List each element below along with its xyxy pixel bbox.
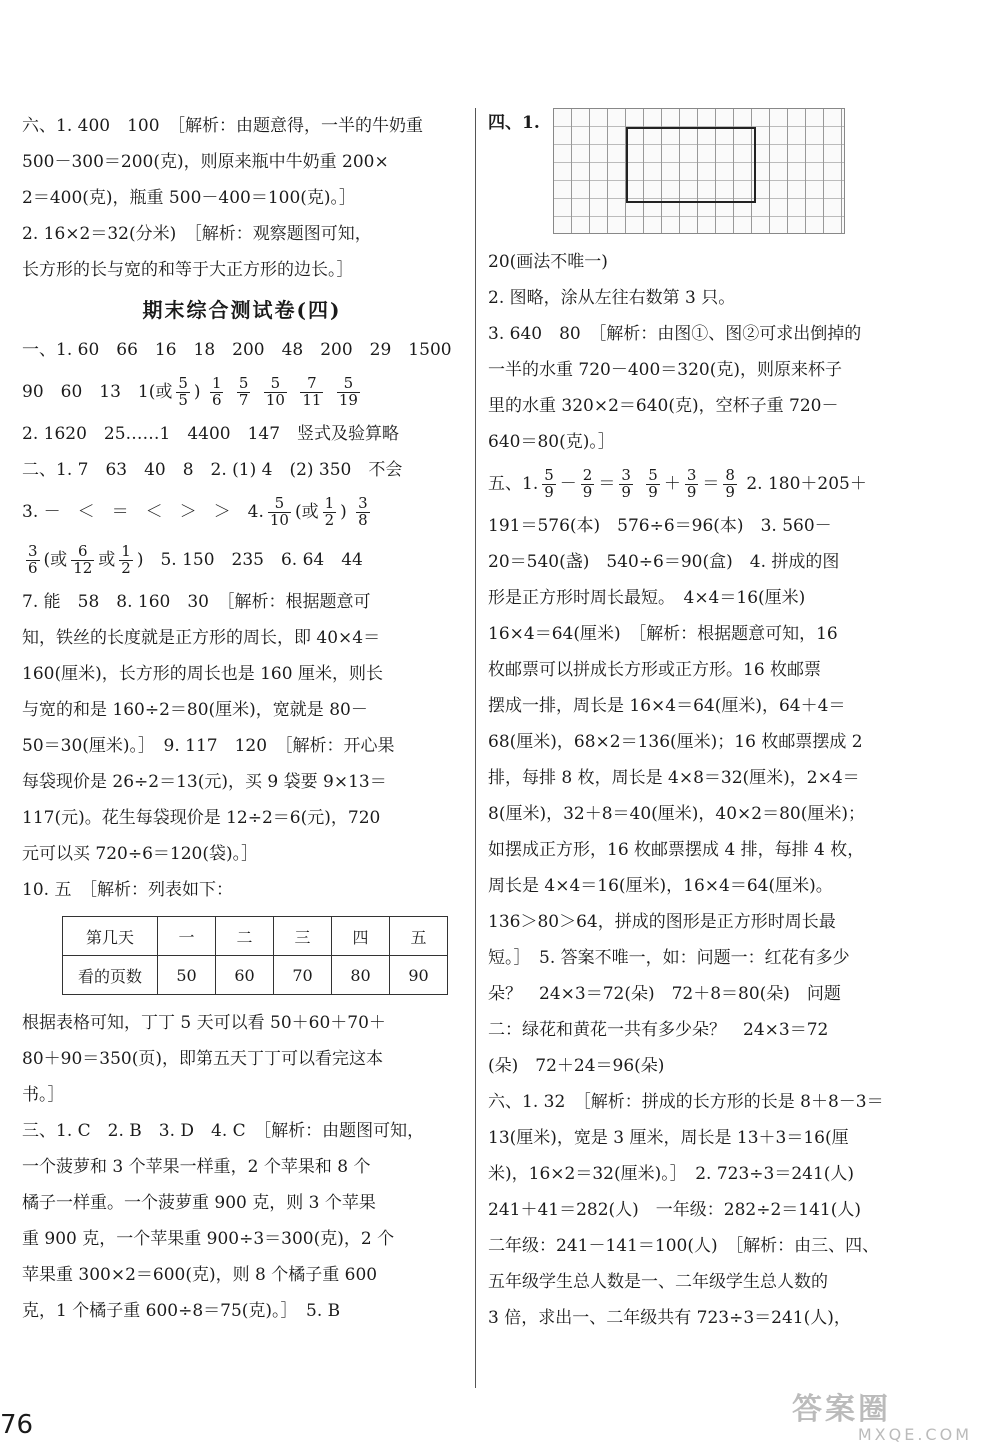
text-line: 如摆成正方形，16 枚邮票摆成 4 排，每排 4 枚， (488, 840, 865, 860)
denominator: 11 (302, 391, 322, 409)
text-line: 元可以买 720÷6＝120(袋)。］ (22, 844, 259, 864)
text-line: 橘子一样重。一个菠萝重 900 克，则 3 个苹果 (22, 1193, 376, 1213)
numerator: 5 (268, 496, 291, 513)
text-line: 241＋41＝282(人) 一年级：282÷2＝141(人) (488, 1200, 862, 1220)
text-line: 书。］ (22, 1085, 65, 1105)
reading-table (62, 916, 448, 995)
denominator: 9 (621, 483, 631, 501)
text-line: 克，1 个橘子重 600÷8＝75(克)。］ 5. B (22, 1301, 341, 1321)
numerator: 5 (648, 466, 658, 485)
table-cell: 第几天 (63, 917, 158, 956)
fraction (268, 496, 291, 529)
fraction (581, 468, 595, 501)
text-line: 2. 图略，涂从左往右数第 3 只。 (488, 288, 736, 308)
numerator: 3 (28, 542, 38, 561)
numerator: 1 (121, 542, 131, 561)
text-segment: (或 (294, 502, 319, 522)
text-segment: 2. 180＋205＋ (746, 474, 867, 494)
watermark-title: 答案圈 (792, 1392, 891, 1427)
text-line: 13(厘米)，宽是 3 厘米，周长是 13＋3＝16(厘 (488, 1128, 849, 1148)
text-line: 长方形的长与宽的和等于大正方形的边长。］ (22, 260, 354, 280)
fraction (210, 376, 224, 409)
denominator: 5 (178, 391, 188, 409)
fraction (26, 544, 40, 577)
fraction (176, 376, 190, 409)
text-line: 六、1. 400 100 ［解析：由题意得，一半的牛奶重 (22, 116, 424, 136)
denominator: 9 (544, 483, 554, 501)
text-line: 重 900 克，一个苹果重 900÷3＝300(克)，2 个 (22, 1229, 395, 1249)
grid-figure-row (488, 108, 918, 244)
text-line: 7. 能 58 8. 160 30 ［解析：根据题意可 (22, 592, 371, 612)
numerator: 1 (211, 374, 222, 393)
text-line: 3 倍，求出一、二年级共有 723÷3＝241(人)， (488, 1308, 851, 1328)
numerator: 5 (238, 374, 249, 393)
text-line: 2＝400(克)，瓶重 500－400＝100(克)。］ (22, 188, 357, 208)
text-line: 周长是 4×4＝16(厘米)，16×4＝64(厘米)。 (488, 876, 833, 896)
fraction-line (22, 488, 462, 536)
section-title: 期末综合测试卷(四) (142, 298, 342, 322)
denominator: 10 (269, 511, 289, 529)
text-line: 8(厘米)，32＋8＝40(厘米)，40×2＝80(厘米)； (488, 804, 866, 824)
text-segment: 五、1. (488, 474, 539, 494)
numerator: 5 (178, 374, 188, 393)
text-line: 500－300＝200(克)，则原来瓶中牛奶重 200× (22, 152, 389, 172)
denominator: 6 (211, 391, 222, 409)
text-line: 知，铁丝的长度就是正方形的周长，即 40×4＝ (22, 628, 381, 648)
text-line: 六、1. 32 ［解析：拼成的长方形的长是 8＋8－3＝ (488, 1092, 884, 1112)
text-line: 朵？ 24×3＝72(朵) 72＋8＝80(朵) 问题 (488, 984, 841, 1004)
table-cell: 90 (390, 956, 448, 995)
column-divider (475, 108, 476, 1388)
text-line: 160(厘米)，长方形的周长也是 160 厘米，则长 (22, 664, 383, 684)
numerator: 5 (544, 466, 554, 485)
denominator: 10 (265, 391, 285, 409)
fraction (71, 544, 94, 577)
fraction (300, 376, 323, 409)
dotted-grid (553, 108, 845, 234)
table-cell: 四 (332, 917, 390, 956)
text-segment: ) (340, 502, 347, 522)
fraction (323, 496, 337, 529)
denominator: 8 (358, 511, 368, 529)
fraction (337, 376, 360, 409)
table-cell: 三 (274, 917, 332, 956)
fraction (646, 468, 660, 501)
fraction-line (488, 460, 918, 508)
table-row (63, 917, 448, 956)
text-line: 米)，16×2＝32(厘米)。］ 2. 723÷3＝241(人) (488, 1164, 855, 1184)
table-cell: 70 (274, 956, 332, 995)
text-line: 640＝80(克)。］ (488, 432, 615, 452)
table-cell: 60 (216, 956, 274, 995)
denominator: 2 (121, 559, 131, 577)
watermark-logo (792, 1392, 992, 1447)
text-line: 一个菠萝和 3 个苹果一样重，2 个苹果和 8 个 (22, 1157, 371, 1177)
text-line: 里的水重 320×2＝640(克)，空杯子重 720－ (488, 396, 839, 416)
text-line: 与宽的和是 160÷2＝80(厘米)，宽就是 80－ (22, 700, 368, 720)
denominator: 9 (686, 483, 697, 501)
numerator: 8 (725, 466, 735, 485)
text-line: (朵) 72＋24＝96(朵) (488, 1056, 665, 1076)
text-segment: 3. － ＜ ＝ ＜ ＞ ＞ 4. (22, 502, 264, 522)
text-segment: － (559, 474, 577, 494)
text-line: 10. 五 ［解析：列表如下： (22, 880, 233, 900)
denominator: 6 (28, 559, 38, 577)
text-line: 16×4＝64(厘米) ［解析：根据题意可知，16 (488, 624, 838, 644)
fraction (237, 376, 251, 409)
fraction (685, 468, 699, 501)
table-cell: 二 (216, 917, 274, 956)
text-segment: 90 60 13 1(或 (22, 382, 173, 402)
text-line: 50＝30(厘米)。］ 9. 117 120 ［解析：开心果 (22, 736, 395, 756)
denominator: 9 (648, 483, 658, 501)
text-line: 苹果重 300×2＝600(克)，则 8 个橘子重 600 (22, 1265, 378, 1285)
text-line: 一、1. 60 66 16 18 200 48 200 29 1500 (22, 340, 452, 360)
drawn-rectangle (626, 127, 756, 203)
denominator: 2 (324, 511, 335, 529)
numerator: 2 (582, 466, 593, 485)
table-cell: 50 (158, 956, 216, 995)
text-line: 20(画法不唯一) (488, 252, 608, 272)
numerator: 5 (264, 376, 287, 393)
text-line: 191＝576(本) 576÷6＝96(本) 3. 560－ (488, 516, 832, 536)
text-line: 三、1. C 2. B 3. D 4. C ［解析：由题图可知， (22, 1121, 425, 1141)
page-number: 76 (0, 1410, 34, 1440)
numerator: 7 (300, 376, 323, 393)
denominator: 9 (725, 483, 735, 501)
numerator: 3 (358, 494, 368, 513)
text-line: 2. 1620 25……1 4400 147 竖式及验算略 (22, 424, 400, 444)
numerator: 3 (686, 466, 697, 485)
text-line: 2. 16×2＝32(分米) ［解析：观察题图可知， (22, 224, 372, 244)
numerator: 3 (621, 466, 631, 485)
denominator: 9 (582, 483, 593, 501)
right-column (488, 108, 918, 1336)
text-line: 68(厘米)，68×2＝136(厘米)；16 枚邮票摆成 2 (488, 732, 863, 752)
text-line: 二：绿花和黄花一共有多少朵？ 24×3＝72 (488, 1020, 829, 1040)
fraction (264, 376, 287, 409)
text-segment: ) (193, 382, 201, 402)
table-cell: 五 (390, 917, 448, 956)
text-line: 136＞80＞64，拼成的图形是正方形时周长最 (488, 912, 836, 932)
text-line: 排，每排 8 枚，周长是 4×8＝32(厘米)，2×4＝ (488, 768, 860, 788)
text-segment: (或 (43, 550, 68, 570)
text-segment: ＋ (663, 474, 681, 494)
fraction (542, 468, 556, 501)
table-cell: 80 (332, 956, 390, 995)
denominator: 7 (238, 391, 249, 409)
denominator: 19 (338, 391, 358, 409)
text-line: 3. 640 80 ［解析：由图①、图②可求出倒掉的 (488, 324, 862, 344)
numerator: 6 (71, 544, 94, 561)
watermark-url: MXQE.COM (857, 1425, 972, 1444)
text-line: 摆成一排，周长是 16×4＝64(厘米)，64＋4＝ (488, 696, 846, 716)
denominator: 12 (73, 559, 93, 577)
text-line: 每袋现价是 26÷2＝13(元)，买 9 袋要 9×13＝ (22, 772, 387, 792)
text-line: 枚邮票可以拼成长方形或正方形。16 枚邮票 (488, 660, 822, 680)
text-segment: ＝ (598, 474, 616, 494)
numerator: 5 (337, 376, 360, 393)
text-line: 一半的水重 720－400＝320(克)，则原来杯子 (488, 360, 843, 380)
fraction-line (22, 368, 462, 416)
question-number: 四、1. (488, 113, 540, 133)
grid-figure (553, 108, 845, 234)
fraction-line (22, 536, 462, 584)
text-segment: ) 5. 150 235 6. 64 44 (136, 550, 363, 570)
fraction (723, 468, 737, 501)
text-segment: ＝ (702, 474, 720, 494)
text-line: 20＝540(盏) 540÷6＝90(盒) 4. 拼成的图 (488, 552, 840, 572)
fraction (356, 496, 370, 529)
text-line: 117(元)。花生每袋现价是 12÷2＝6(元)，720 (22, 808, 381, 828)
text-line: 二、1. 7 63 40 8 2. (1) 4 (2) 350 不会 (22, 460, 403, 480)
text-line: 80＋90＝350(页)，即第五天丁丁可以看完这本 (22, 1049, 383, 1069)
table-row (63, 956, 448, 995)
table-cell: 看的页数 (63, 956, 158, 995)
numerator: 1 (324, 494, 335, 513)
text-line: 短。］ 5. 答案不唯一，如：问题一：红花有多少 (488, 948, 850, 968)
text-segment: 或 (98, 550, 116, 570)
text-line: 五年级学生总人数是一、二年级学生总人数的 (488, 1272, 828, 1292)
fraction (619, 468, 633, 501)
text-line: 根据表格可知，丁丁 5 天可以看 50＋60＋70＋ (22, 1013, 386, 1033)
text-line: 形是正方形时周长最短。 4×4＝16(厘米) (488, 588, 806, 608)
table-cell: 一 (158, 917, 216, 956)
left-column (22, 108, 462, 1329)
text-line: 二年级：241－141＝100(人) ［解析：由三、四、 (488, 1236, 880, 1256)
fraction (119, 544, 133, 577)
